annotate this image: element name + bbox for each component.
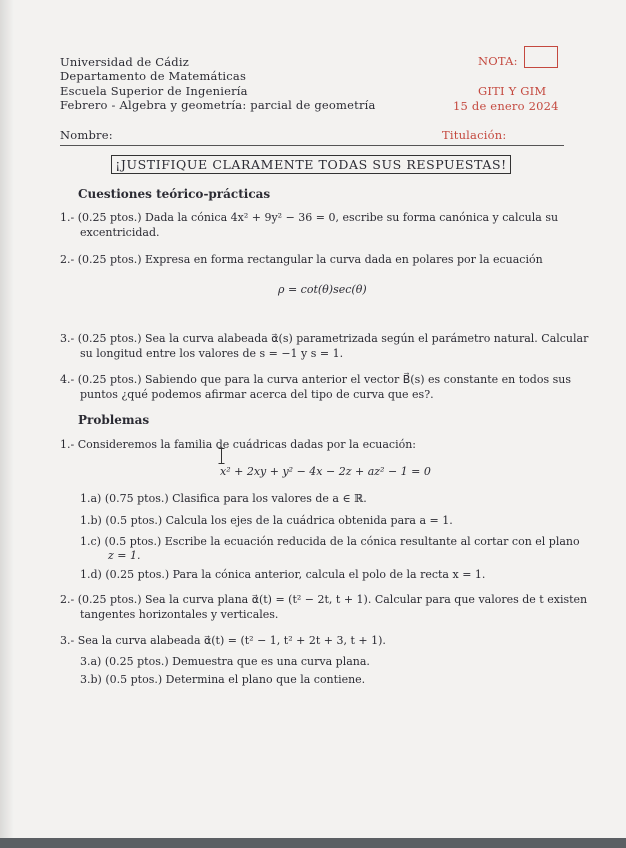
problem1-part-c-line2: z = 1. bbox=[108, 549, 141, 562]
problem3-part-b: 3.b) (0.5 ptos.) Determina el plano que la contiene. bbox=[80, 673, 366, 686]
theory-q2-equation: ρ = cot(θ)sec(θ) bbox=[278, 283, 367, 296]
name-label: Nombre: bbox=[60, 128, 113, 142]
problem2-line2: tangentes horizontales y verticales. bbox=[80, 608, 279, 621]
problem1-part-c-line1: 1.c) (0.5 ptos.) Escribe la ecuación reducida de la cónica resultante al cortar con el plano bbox=[80, 535, 580, 548]
exam-title: Febrero - Algebra y geometría: parcial de geometría bbox=[60, 98, 376, 112]
theory-q1-line1: 1.- (0.25 ptos.) Dada la cónica 4x² + 9y² − 36 = 0, escribe su forma canónica y calcula su bbox=[60, 211, 559, 224]
theory-q3-line1: 3.- (0.25 ptos.) Sea la curva alabeada α⃗(s) parametrizada según el parámetro natural. Calcular bbox=[60, 332, 589, 345]
problem3-part-a: 3.a) (0.25 ptos.) Demuestra que es una curva plana. bbox=[80, 655, 370, 668]
theory-q4-line2: puntos ¿qué podemos afirmar acerca del tipo de curva que es?. bbox=[80, 388, 434, 401]
theory-q1-line2: excentricidad. bbox=[80, 226, 160, 239]
header-divider bbox=[60, 145, 564, 146]
problem1-part-b: 1.b) (0.5 ptos.) Calcula los ejes de la cuádrica obtenida para a = 1. bbox=[80, 514, 453, 527]
school-name: Escuela Superior de Ingeniería bbox=[60, 84, 248, 98]
problem1-part-a: 1.a) (0.75 ptos.) Clasifica para los valores de a ∈ ℝ. bbox=[80, 492, 367, 505]
nota-label: NOTA: bbox=[478, 54, 518, 68]
university-name: Universidad de Cádiz bbox=[60, 55, 189, 69]
problem1-equation: x² + 2xy + y² − 4x − 2z + az² − 1 = 0 bbox=[220, 465, 431, 478]
theory-q3-line2: su longitud entre los valores de s = −1 y s = 1. bbox=[80, 347, 344, 360]
instructions-banner: ¡JUSTIFIQUE CLARAMENTE TODAS SUS RESPUESTAS! bbox=[111, 155, 511, 174]
problem1-part-d: 1.d) (0.25 ptos.) Para la cónica anterior, calcula el polo de la recta x = 1. bbox=[80, 568, 486, 581]
theory-q4-line1: 4.- (0.25 ptos.) Sabiendo que para la curva anterior el vector B⃗(s) es constante en todos sus bbox=[60, 373, 571, 386]
text-cursor-icon bbox=[218, 448, 225, 464]
nota-box bbox=[524, 46, 558, 68]
department-name: Departamento de Matemáticas bbox=[60, 69, 247, 83]
theory-section-title: Cuestiones teórico-prácticas bbox=[78, 187, 271, 201]
problem2-line1: 2.- (0.25 ptos.) Sea la curva plana α⃗(t) = (t² − 2t, t + 1). Calcular para que valores de t existen bbox=[60, 593, 588, 606]
page-bottom-edge bbox=[0, 838, 626, 848]
degree-label: GITI Y GIM bbox=[478, 84, 547, 98]
exam-date: 15 de enero 2024 bbox=[453, 99, 559, 113]
titulacion-label: Titulación: bbox=[442, 128, 507, 142]
page-shadow bbox=[0, 0, 14, 848]
problems-section-title: Problemas bbox=[78, 413, 150, 427]
problem3-intro: 3.- Sea la curva alabeada α⃗(t) = (t² − 1, t² + 2t + 3, t + 1). bbox=[60, 634, 386, 647]
theory-q2-line1: 2.- (0.25 ptos.) Expresa en forma rectangular la curva dada en polares por la ecuación bbox=[60, 253, 543, 266]
problem1-intro: 1.- Consideremos la familia de cuádricas dadas por la ecuación: bbox=[60, 438, 417, 451]
